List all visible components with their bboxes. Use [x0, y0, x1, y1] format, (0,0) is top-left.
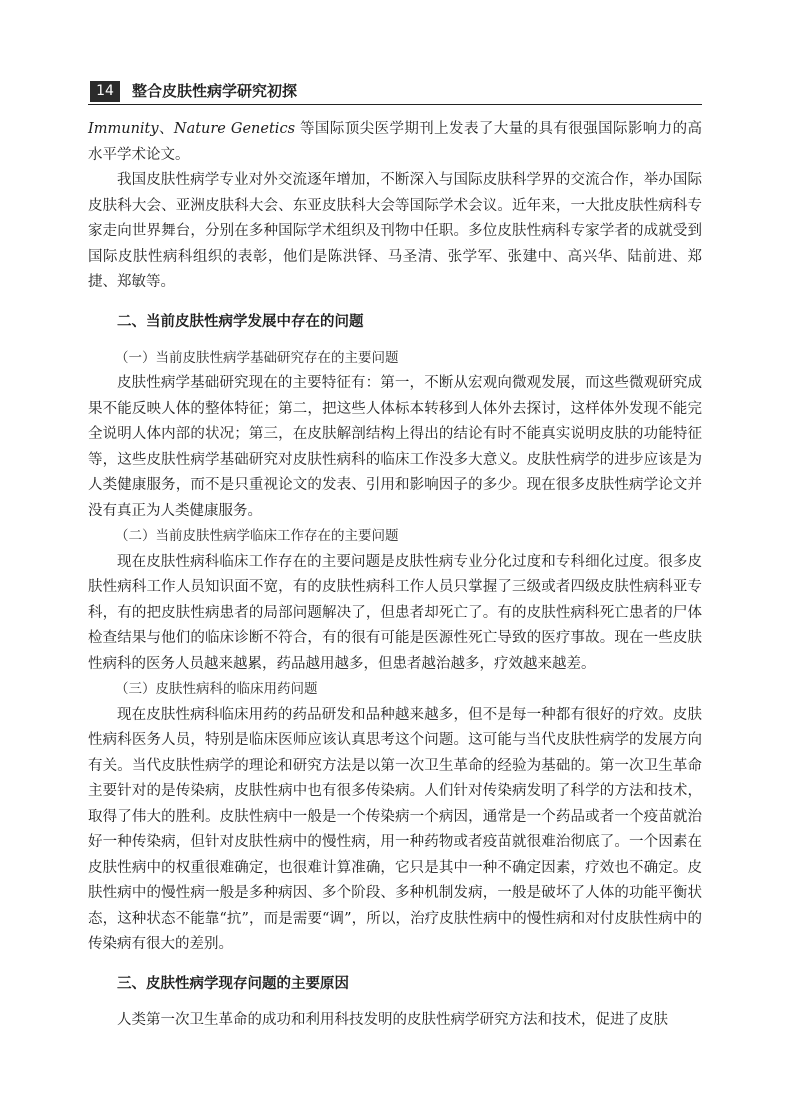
- journal-immunity: Immunity: [88, 121, 159, 137]
- paragraph-exchange: 我国皮肤性病学专业对外交流逐年增加，不断深入与国际皮肤科学界的交流合作，举办国际皮肤科大会、亚洲皮肤科大会、东亚皮肤科大会等国际学术会议。近年来，一大批皮肤性病科专家走向世界舞台，分别在多种国际学术组织及刊物中任职。多位皮肤性病科专家学者的成就受到国际皮肤性病科组织的表彰，他们是陈洪铎、马圣清、张学军、张建中、高兴华、陆前进、郑捷、郑敏等。: [88, 172, 702, 290]
- subheading-medication: （三）皮肤性病科的临床用药问题: [115, 681, 318, 697]
- journal-nature-genetics: Nature Genetics: [173, 121, 296, 137]
- subheading-clinical-work: （二）当前皮肤性病学临床工作存在的主要问题: [115, 528, 399, 544]
- paragraph-continued-text: 等国际顶尖医学期刊上发表了大量的具有很强国际影响力的高水平学术论文。: [88, 121, 703, 163]
- paragraph-continued: [88, 117, 702, 168]
- paragraph-basic-research: 皮肤性病学基础研究现在的主要特征有：第一，不断从宏观向微观发展，而这些微观研究成果不能反映人体的整体特征；第二，把这些人体标本转移到人体外去探讨，这样体外发现不能完全说明人体内部的状况；第三，在皮肤解剖结构上得出的结论有时不能真实说明皮肤的功能特征等，这些皮肤性病学基础研究对皮肤性病科的临床工作没多大意义。皮肤性病学的进步应该是为人类健康服务，而不是只重视论文的发表、引用和影响因子的多少。现在很多皮肤性病学论文并没有真正为人类健康服务。: [88, 375, 702, 519]
- journal-separator: 、: [158, 121, 174, 137]
- paragraph-causes: 人类第一次卫生革命的成功和利用科技发明的皮肤性病学研究方法和技术，促进了皮肤: [117, 1011, 668, 1028]
- paragraph-clinical-work: 现在皮肤性病科临床工作存在的主要问题是皮肤性病专业分化过度和专科细化过度。很多皮肤性病科工作人员知识面不宽，有的皮肤性病科工作人员只掌握了三级或者四级皮肤性病科亚专科，有的把皮肤性病患者的局部问题解决了，但患者却死亡了。有的皮肤性病科死亡患者的尸体检查结果与他们的临床诊断不符合，有的很有可能是医源性死亡导致的医疗事故。现在一些皮肤性病科的医务人员越来越累，药品越用越多，但患者越治越多，疗效越来越差。: [88, 553, 702, 672]
- page-body: [88, 117, 702, 1033]
- page-number: 14: [90, 81, 120, 102]
- subheading-basic-research: （一）当前皮肤性病学基础研究存在的主要问题: [115, 349, 399, 366]
- paragraph-medication: 现在皮肤性病科临床用药的药品研发和品种越来越多，但不是每一种都有很好的疗效。皮肤性病科医务人员，特别是临床医师应该认真思考这个问题。这可能与当代皮肤性病学的发展方向有关。当代皮肤性病学的理论和研究方法是以第一次卫生革命的经验为基础的。第一次卫生革命主要针对的是传染病，皮肤性病中也有很多传染病。人们针对传染病发明了科学的方法和技术，取得了伟大的胜利。皮肤性病中一般是一个传染病一个病因，通常是一个药品或者一个疫苗就治好一种传染病，但针对皮肤性病中的慢性病，用一种药物或者疫苗就很难治彻底了。一个因素在皮肤性病中的权重很难确定，也很难计算准确，它只是其中一种不确定因素，疗效也不确定。皮肤性病中的慢性病一般是多种病因、多个阶段、多种机制发病，一般是破坏了人体的功能平衡状态，这种状态不能靠“抗”，而是需要“调”，所以，治疗皮肤性病中的慢性病和对付皮肤性病中的传染病有很大的差别。: [88, 706, 702, 952]
- book-title: 整合皮肤性病学研究初探: [132, 82, 298, 100]
- page-header: [88, 80, 702, 105]
- section-heading-problems: 二、当前皮肤性病学发展中存在的问题: [117, 313, 364, 330]
- section-heading-causes: 三、皮肤性病学现存问题的主要原因: [117, 975, 349, 992]
